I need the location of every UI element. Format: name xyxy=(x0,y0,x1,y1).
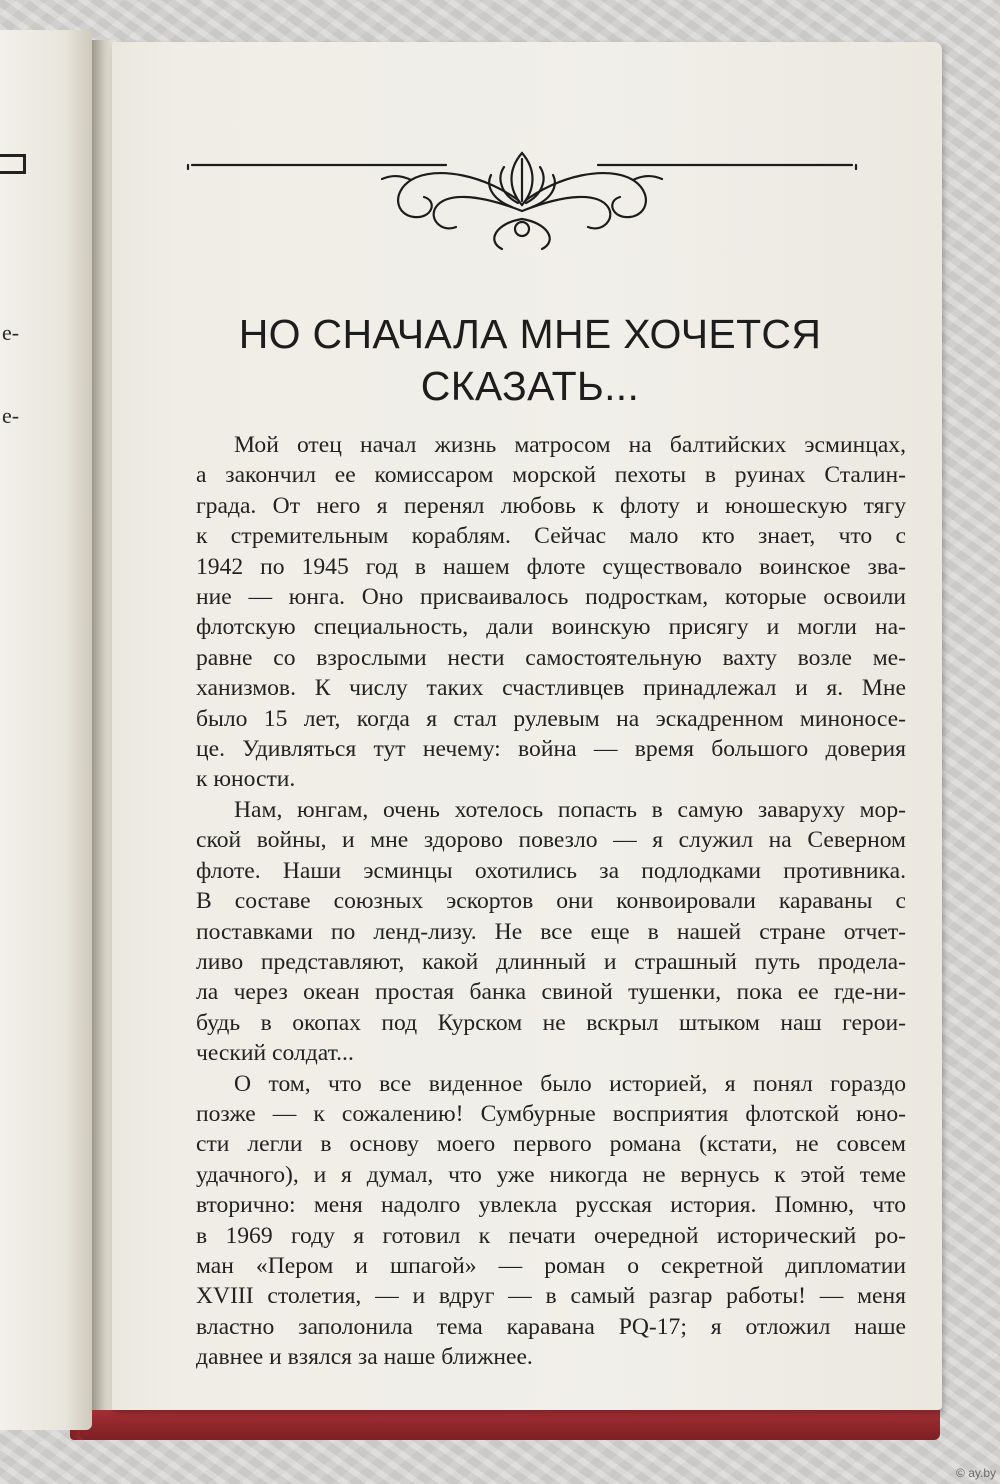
text-line: ние — юнга. Оно присваивалось подросткам, которые освоили xyxy=(196,584,906,611)
text-line: ческий солдат... xyxy=(196,1040,354,1067)
text-line: В составе союзных эскортов они конвоировали караваны с xyxy=(196,888,906,915)
body-text xyxy=(196,430,906,1373)
text-line: ливо представляют, какой длинный и страшный путь продела- xyxy=(196,948,906,975)
watermark: © ay.by xyxy=(956,1466,996,1480)
chapter-heading-line: СКАЗАТЬ... xyxy=(420,363,640,409)
text-line: равне со взрослыми нести самостоятельную вахту возле ме- xyxy=(196,644,906,671)
text-line: ла через океан простая банка свиной тушенки, пока ее где-ни- xyxy=(196,979,906,1006)
text-line: флотскую специальность, дали воинскую присягу и могли на- xyxy=(196,614,906,641)
left-page-fragment: е- xyxy=(2,320,20,345)
ornament-divider-icon xyxy=(186,145,858,255)
text-line: к стремительным кораблям. Сейчас мало кто знает, что с xyxy=(196,523,906,550)
text-line: было 15 лет, когда я стал рулевым на эскадренном миноносе- xyxy=(196,705,906,732)
left-page-frame-icon xyxy=(0,154,26,174)
text-line: О том, что все виденное было историей, я понял гораздо xyxy=(234,1070,906,1097)
text-line: а закончил ее комиссаром морской пехоты в руинах Сталин- xyxy=(196,462,906,489)
text-line: ской войны, и мне здорово повезло — я служил на Северном xyxy=(196,827,906,854)
text-line: позже — к сожалению! Сумбурные восприятия флотской юно- xyxy=(196,1100,906,1127)
chapter-heading xyxy=(180,308,880,412)
left-page xyxy=(0,30,92,1430)
paragraph xyxy=(196,1069,906,1373)
text-line: удачного), и я думал, что уже никогда не вернусь к этой теме xyxy=(196,1161,906,1188)
paragraph xyxy=(196,430,906,795)
text-line: давнее и взялся за наше ближнее. xyxy=(196,1344,533,1371)
paragraph xyxy=(196,795,906,1069)
text-line: града. От него я перенял любовь к флоту и юношескую тягу xyxy=(196,492,906,519)
text-line: к юности. xyxy=(196,766,296,793)
text-line: сти легли в основу моего первого романа (кстати, не совсем xyxy=(196,1131,906,1158)
text-line: 1942 по 1945 год в нашем флоте существовало воинское зва- xyxy=(196,553,906,580)
text-line: властно заполонила тема каравана PQ-17; я отложил наше xyxy=(196,1313,906,1340)
text-line: в 1969 году я готовил к печати очередной исторический ро- xyxy=(196,1222,906,1249)
text-line: це. Удивляться тут нечему: война — время большого доверия xyxy=(196,736,906,763)
text-line: ман «Пером и шпагой» — роман о секретной дипломатии xyxy=(196,1252,906,1279)
text-line: вторично: меня надолго увлекла русская история. Помню, что xyxy=(196,1192,906,1219)
text-line: Нам, юнгам, очень хотелось попасть в самую заваруху мор- xyxy=(234,796,906,823)
text-line: будь в окопах под Курском не вскрыл штыком наш герои- xyxy=(196,1009,906,1036)
text-line: XVIII столетия, — и вдруг — в самый разгар работы! — меня xyxy=(196,1283,906,1310)
text-line: Мой отец начал жизнь матросом на балтийских эсминцах, xyxy=(234,432,906,458)
text-line: флоте. Наши эсминцы охотились за подлодками противника. xyxy=(196,857,906,884)
left-page-fragment: е- xyxy=(2,403,20,428)
chapter-heading-line: НО СНАЧАЛА МНЕ ХОЧЕТСЯ xyxy=(238,311,822,357)
text-line: поставками по ленд-лизу. Не все еще в нашей стране отчет- xyxy=(196,918,906,945)
text-line: ханизмов. К числу таких счастливцев принадлежал и я. Мне xyxy=(196,675,906,702)
